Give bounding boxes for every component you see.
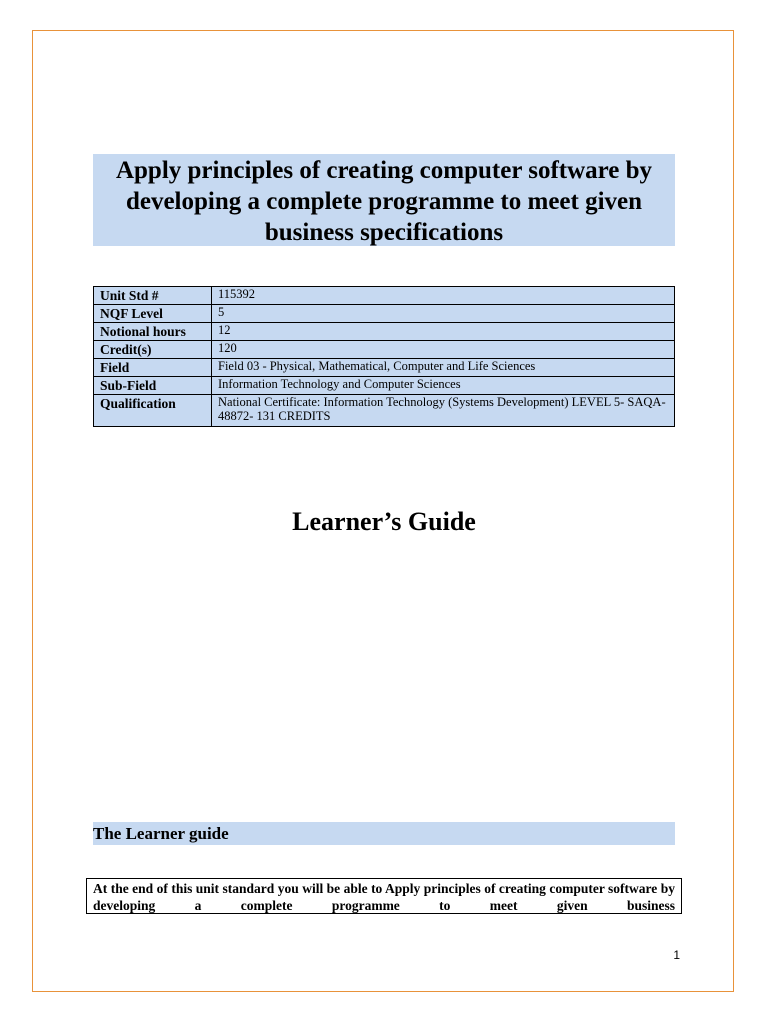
- section-heading-learner-guide: The Learner guide: [93, 822, 675, 845]
- learners-guide-heading: Learner’s Guide: [292, 507, 476, 536]
- row-label-sub-field: Sub-Field: [94, 377, 212, 395]
- table-row: [94, 395, 675, 427]
- page-number: 1: [673, 948, 680, 962]
- row-value-field: Field 03 - Physical, Mathematical, Computer and Life Sciences: [212, 359, 675, 377]
- table-row: [94, 323, 675, 341]
- row-value-credits: 120: [212, 341, 675, 359]
- row-value-notional-hours: 12: [212, 323, 675, 341]
- unit-standard-table: [93, 286, 675, 427]
- document-title: [93, 154, 675, 246]
- table-row: [94, 377, 675, 395]
- document-title-text: Apply principles of creating computer software by developing a complete programme to meet given business specifications: [115, 157, 653, 246]
- intro-text: At the end of this unit standard you will be able to Apply principles of creating computer software by developing a complete programme to meet given business: [93, 881, 675, 913]
- row-label-credits: Credit(s): [94, 341, 212, 359]
- row-value-sub-field: Information Technology and Computer Sciences: [212, 377, 675, 395]
- table-row: [94, 287, 675, 305]
- row-label-nqf-level: NQF Level: [94, 305, 212, 323]
- row-label-notional-hours: Notional hours: [94, 323, 212, 341]
- row-value-nqf-level: 5: [212, 305, 675, 323]
- row-label-unit-std: Unit Std #: [94, 287, 212, 305]
- table-row: [94, 305, 675, 323]
- row-value-unit-std: 115392: [212, 287, 675, 305]
- row-label-field: Field: [94, 359, 212, 377]
- row-value-qualification: National Certificate: Information Technology (Systems Development) LEVEL 5- SAQA- 48872- 131 CREDITS: [212, 395, 675, 427]
- table-row: [94, 359, 675, 377]
- intro-text-box: [86, 878, 682, 914]
- table-row: [94, 341, 675, 359]
- row-label-qualification: Qualification: [94, 395, 212, 427]
